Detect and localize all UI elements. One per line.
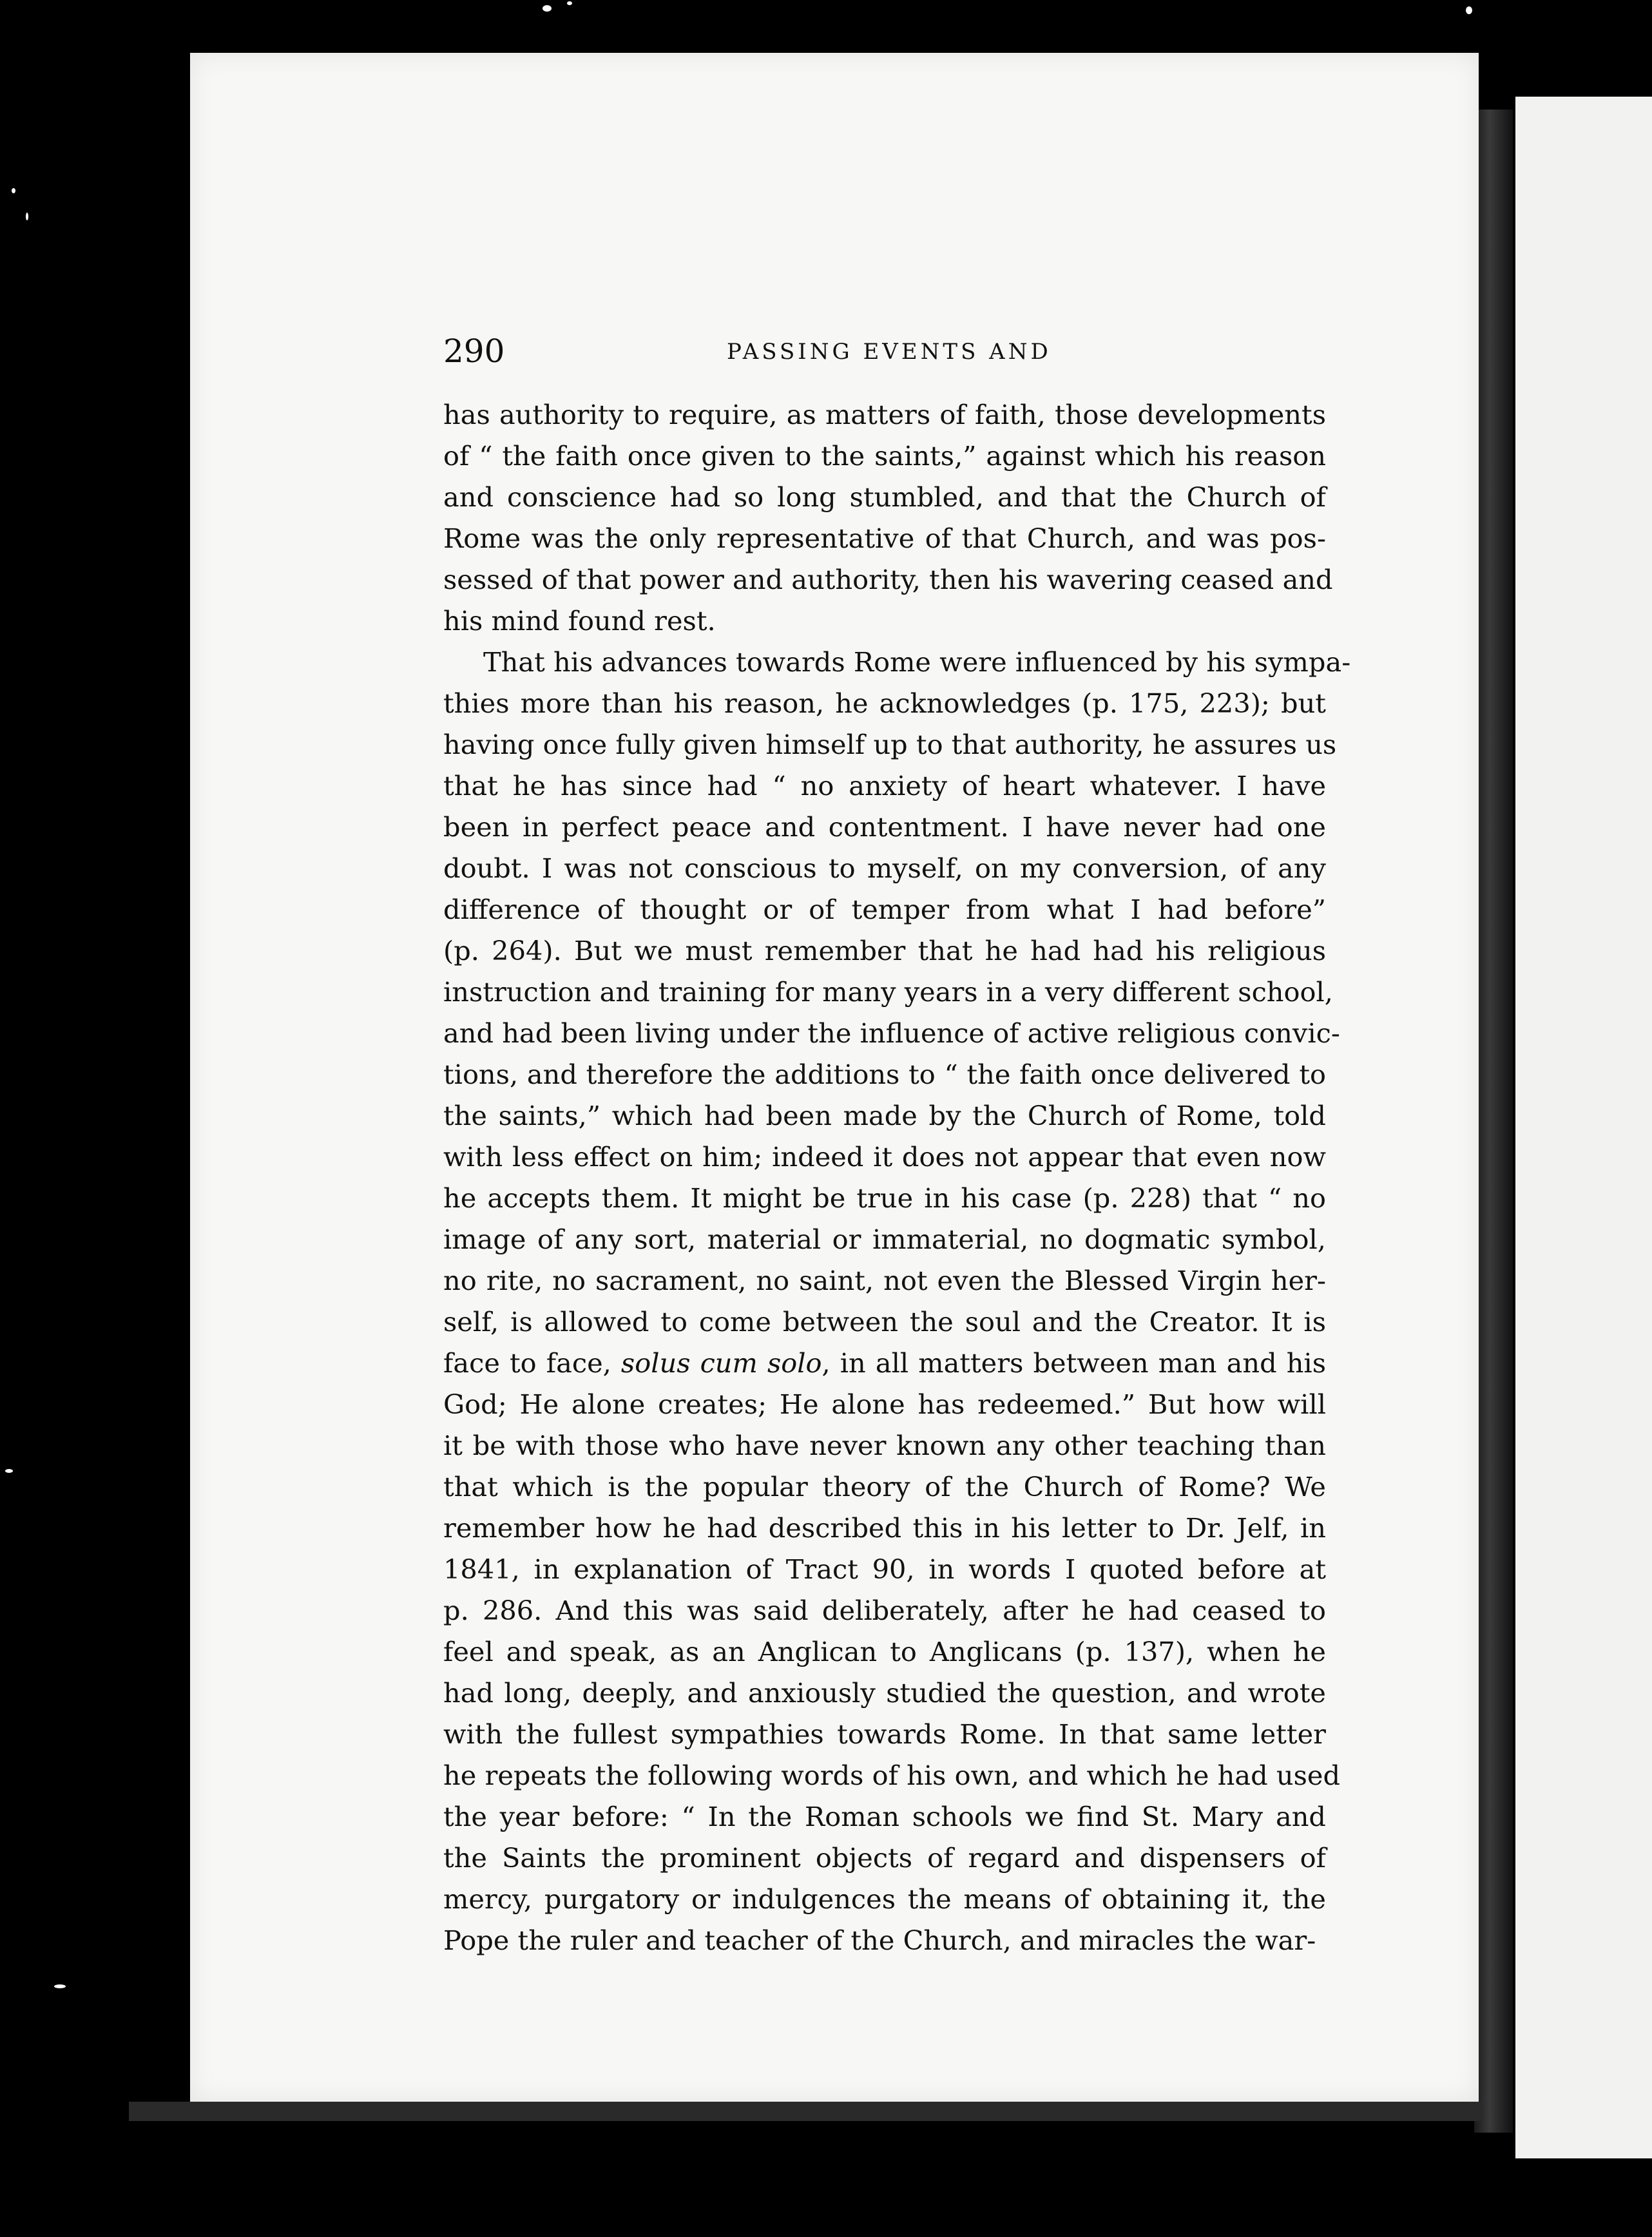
text-line: no rite, no sacrament, no saint, not even the Blessed Virgin her-: [443, 1265, 1326, 1296]
scan-speck: [12, 188, 15, 193]
scan-speck: [567, 1, 572, 5]
text-line: and had been living under the influence of active religious convic-: [443, 1017, 1340, 1049]
text-line: it be with those who have never known any other teaching than: [443, 1430, 1326, 1461]
text-line: sessed of that power and authority, then his wavering ceased and: [443, 564, 1333, 595]
text-line: tions, and therefore the additions to “ the faith once delivered to: [443, 1059, 1326, 1090]
scan-speck: [5, 1469, 13, 1473]
facing-page-edge: [1515, 97, 1652, 2158]
text-line: doubt. I was not conscious to myself, on my conversion, of any: [443, 852, 1326, 884]
text-line: the saints,” which had been made by the Church of Rome, told: [443, 1100, 1326, 1131]
text-line: he repeats the following words of his own, and which he had used: [443, 1760, 1341, 1791]
scan-speck: [543, 5, 552, 12]
text-line: with less effect on him; indeed it does not appear that even now: [443, 1141, 1326, 1173]
text-line: with the fullest sympathies towards Rome. In that same letter: [443, 1718, 1326, 1750]
text-line: face to face, solus cum solo, in all matters between man and his: [443, 1347, 1327, 1379]
text-line: has authority to require, as matters of faith, those developments: [443, 399, 1326, 430]
page-number: 290: [443, 332, 505, 370]
text-line: and conscience had so long stumbled, and that the Church of: [443, 481, 1326, 513]
text-line: the Saints the prominent objects of regard and dispensers of: [443, 1842, 1326, 1874]
text-line: that which is the popular theory of the Church of Rome? We: [443, 1471, 1326, 1503]
text-line: p. 286. And this was said deliberately, after he had ceased to: [443, 1595, 1326, 1626]
text-line: had long, deeply, and anxiously studied the question, and wrote: [443, 1677, 1326, 1709]
text-line: (p. 264). But we must remember that he had had his religious: [443, 935, 1326, 966]
text-line: remember how he had described this in his letter to Dr. Jelf, in: [443, 1512, 1326, 1544]
text-line: image of any sort, material or immaterial, no dogmatic symbol,: [443, 1224, 1326, 1255]
text-line: Rome was the only representative of that Church, and was pos-: [443, 523, 1326, 554]
page-header: [443, 329, 1345, 374]
text-line: difference of thought or of temper from what I had before”: [443, 894, 1326, 925]
text-line: instruction and training for many years in a very different school,: [443, 976, 1333, 1008]
body-text: [443, 394, 1351, 1961]
text-line: he accepts them. It might be true in his case (p. 228) that “ no: [443, 1182, 1326, 1214]
text-line: been in perfect peace and contentment. I have never had one: [443, 811, 1326, 843]
text-line: that he has since had “ no anxiety of heart whatever. I have: [443, 770, 1326, 802]
text-line: mercy, purgatory or indulgences the means of obtaining it, the: [443, 1883, 1326, 1915]
scan-speck: [54, 1984, 66, 1988]
text-line: That his advances towards Rome were influenced by his sympa-: [483, 646, 1351, 678]
text-line: of “ the faith once given to the saints,” against which his reason: [443, 440, 1326, 472]
book-gutter: [1474, 110, 1513, 2133]
scan-speck: [1466, 6, 1472, 14]
text-line: Pope the ruler and teacher of the Church, and miracles the war-: [443, 1925, 1316, 1956]
text-line: 1841, in explanation of Tract 90, in words I quoted before at: [443, 1553, 1326, 1585]
text-line: thies more than his reason, he acknowledges (p. 175, 223); but: [443, 687, 1326, 719]
text-line: the year before: “ In the Roman schools we find St. Mary and: [443, 1801, 1326, 1832]
scan-speck: [26, 213, 28, 220]
text-line: his mind found rest.: [443, 605, 716, 637]
text-line: having once fully given himself up to that authority, he assures us: [443, 729, 1337, 760]
text-line: God; He alone creates; He alone has redeemed.” But how will: [443, 1388, 1326, 1420]
text-line: self, is allowed to come between the soul and the Creator. It is: [443, 1306, 1326, 1338]
text-line: feel and speak, as an Anglican to Anglicans (p. 137), when he: [443, 1636, 1326, 1667]
running-head: PASSING EVENTS AND: [727, 339, 1052, 365]
page-bottom-edge: [129, 2102, 1482, 2121]
